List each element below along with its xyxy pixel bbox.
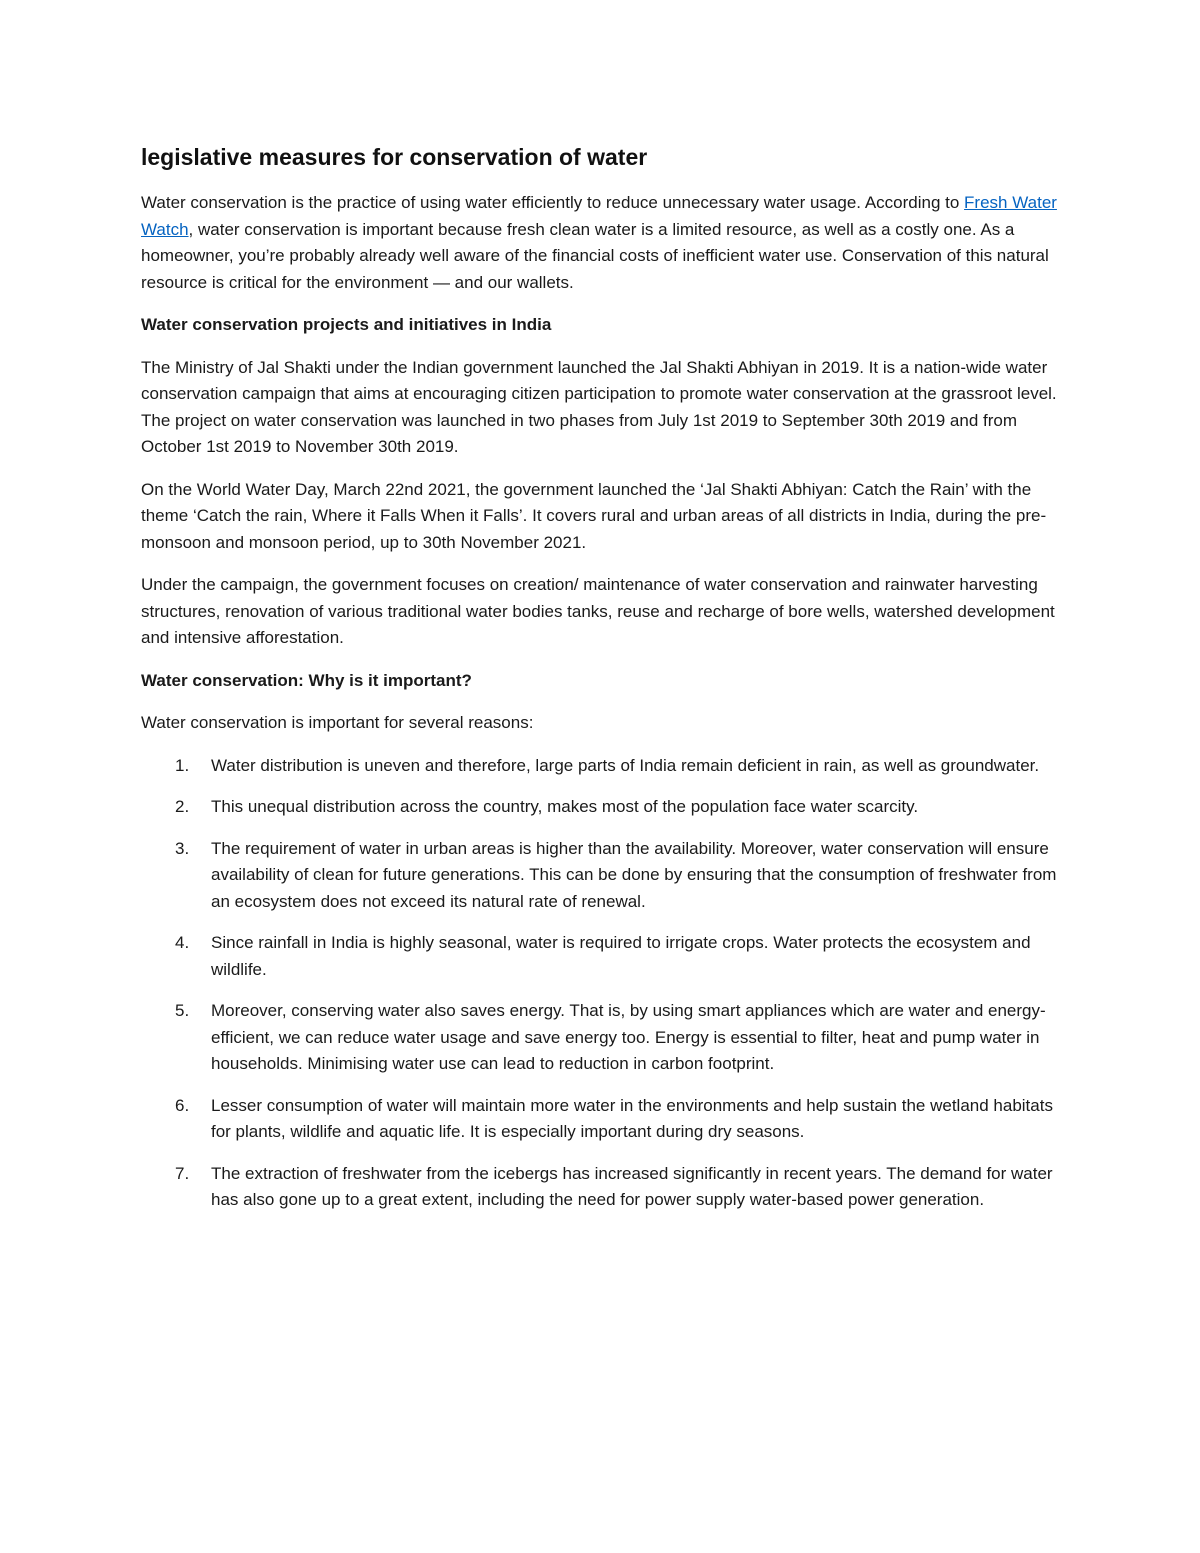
list-item xyxy=(141,1093,1061,1146)
list-item-number: 2. xyxy=(175,797,190,816)
intro-paragraph xyxy=(141,190,1061,296)
fresh-water-watch-link[interactable]: Fresh Water Watch xyxy=(141,193,1057,239)
list-item xyxy=(141,1161,1061,1214)
list-item xyxy=(141,753,1061,780)
paragraph-campaign-focus: Under the campaign, the government focuses on creation/ maintenance of water conservation and rainwater harvesting structures, renovation of various traditional water bodies tanks, reuse and recharge of bore wells, watershed development and intensive afforestation. xyxy=(141,575,1055,647)
list-item-text: Lesser consumption of water will maintain more water in the environments and help sustain the wetland habitats for plants, wildlife and aquatic life. It is especially important during dry seasons. xyxy=(211,1095,1053,1141)
list-item-text: The extraction of freshwater from the icebergs has increased significantly in recent years. The demand for water has also gone up to a great extent, including the need for power supply water-based power generation. xyxy=(211,1163,1053,1209)
intro-text-after-link: , water conservation is important because fresh clean water is a limited resource, as well as a costly one. As a homeowner, you’re probably already well aware of the financial costs of inefficient water use. Conservation of this natural resource is critical for the environment — and our wallets. xyxy=(141,219,1049,292)
list-item xyxy=(141,998,1061,1078)
list-item-number: 6. xyxy=(175,1095,190,1115)
list-item-text: Moreover, conserving water also saves energy. That is, by using smart appliances which are water and energy-efficient, we can reduce water usage and save energy too. Energy is essential to filter, heat and pump water in households. Minimising water use can lead to reduction in carbon footprint. xyxy=(211,1001,1046,1073)
list-item xyxy=(141,836,1061,916)
intro-text-before-link: Water conservation is the practice of using water efficiently to reduce unnecessary water usage. According to xyxy=(141,193,965,212)
list-item xyxy=(141,930,1061,983)
list-item-number: 3. xyxy=(175,838,190,858)
list-item xyxy=(141,794,1061,821)
list-item-number: 7. xyxy=(175,1163,190,1183)
reasons-list xyxy=(141,753,1061,1214)
list-item-text: This unequal distribution across the country, makes most of the population face water scarcity. xyxy=(211,797,919,816)
reasons-lead: Water conservation is important for several reasons: xyxy=(141,713,534,732)
list-item-text: The requirement of water in urban areas is higher than the availability. Moreover, water conservation will ensure availability of clean for future generations. This can be done by ensuring that the consumption of freshwater from an ecosystem does not exceed its natural rate of renewal. xyxy=(211,838,1057,911)
list-item-number: 4. xyxy=(175,933,190,952)
list-item-text: Water distribution is uneven and therefore, large parts of India remain deficient in rain, as well as groundwater. xyxy=(211,755,1040,775)
list-item-number: 1. xyxy=(175,755,190,775)
document-page xyxy=(141,140,1061,1229)
list-item-text: Since rainfall in India is highly seasonal, water is required to irrigate crops. Water protects the ecosystem and wildlife. xyxy=(211,933,1031,979)
list-item-number: 5. xyxy=(175,1001,190,1020)
section-heading-importance: Water conservation: Why is it important? xyxy=(141,670,472,690)
paragraph-catch-the-rain: On the World Water Day, March 22nd 2021, the government launched the ‘Jal Shakti Abhiyan: Catch the Rain’ with the theme ‘Catch the rain, Where it Falls When it Falls’. It covers rural and urban areas of all districts in India, during the pre-monsoon and monsoon period, up to 30th November 2021. xyxy=(141,479,1047,552)
paragraph-jal-shakti: The Ministry of Jal Shakti under the Indian government launched the Jal Shakti Abhiyan in 2019. It is a nation-wide water conservation campaign that aims at encouraging citizen participation to promote water conservation at the grassroot level. The project on water conservation was launched in two phases from July 1st 2019 to September 30th 2019 and from October 1st 2019 to November 30th 2019. xyxy=(141,357,1057,456)
document-title: legislative measures for conservation of water xyxy=(141,144,648,170)
section-heading-projects: Water conservation projects and initiatives in India xyxy=(141,315,552,334)
